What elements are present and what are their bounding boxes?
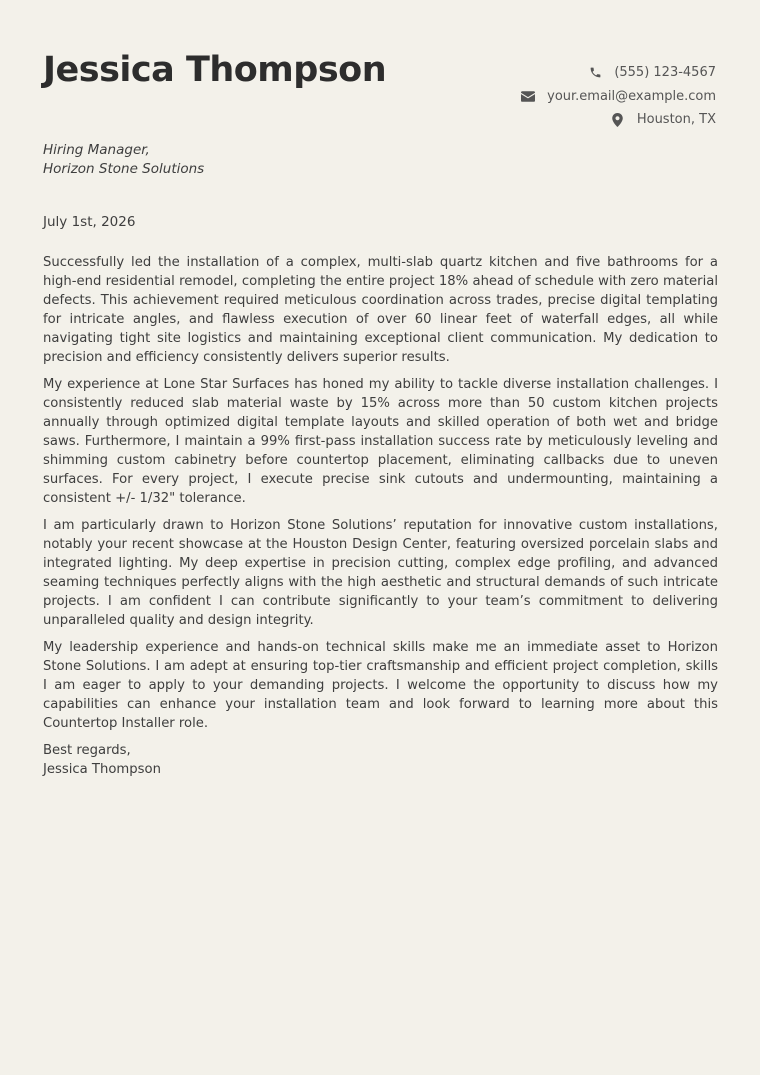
closing-signature: Jessica Thompson xyxy=(43,762,161,777)
body-paragraph: My experience at Lone Star Surfaces has honed my ability to tackle diverse installation challenges. I consistently reduced slab material waste by 15% across more than 50 custom kitchen projects annually through optimized digital template layouts and skilled operation of both wet and bridge saws. Furthermore, I maintain a 99% first-pass installation success rate by meticulously leveling and shimming custom cabinetry before countertop placement, eliminating callbacks due to uneven surfaces. For every project, I execute precise sink cutouts and undermounting, maintaining a consistent +/- 1/32" tolerance. xyxy=(43,377,718,506)
location-pin-icon xyxy=(611,113,625,127)
email-address[interactable]: your.email@example.com xyxy=(547,88,716,104)
contact-phone-row xyxy=(521,61,716,85)
contact-info xyxy=(521,61,716,132)
closing-salutation: Best regards, xyxy=(43,743,131,758)
location-text: Houston, TX xyxy=(636,112,716,128)
body-paragraph: I am particularly drawn to Horizon Stone Solutions’ reputation for innovative custom installations, notably your recent showcase at the Houston Design Center, featuring oversized porcelain slabs and integrated lighting. My deep expertise in precision cutting, complex edge profiling, and advanced seaming techniques perfectly aligns with the high aesthetic and structural demands of such intricate projects. I am confident I can contribute significantly to your team’s commitment to delivering unparalleled quality and design integrity. xyxy=(43,518,718,628)
phone-icon xyxy=(588,66,602,80)
contact-location-row xyxy=(521,108,716,132)
envelope-icon xyxy=(521,89,535,103)
phone-number[interactable]: (555) 123-4567 xyxy=(614,65,716,81)
closing-block xyxy=(43,741,718,779)
recipient-company: Horizon Stone Solutions xyxy=(43,161,205,177)
applicant-name: Jessica Thompson xyxy=(43,50,387,90)
letter-body xyxy=(43,253,718,779)
body-paragraph: Successfully led the installation of a complex, multi-slab quartz kitchen and five bathrooms for a high-end residential remodel, completing the entire project 18% ahead of schedule with zero material defects. This achievement required meticulous coordination across trades, precise digital templating for intricate angles, and flawless execution of over 60 linear feet of waterfall edges, all while navigating tight site logistics and maintaining exceptional client communication. My dedication to precision and efficiency consistently delivers superior results. xyxy=(43,255,718,365)
contact-email-row xyxy=(521,85,716,109)
letter-date: July 1st, 2026 xyxy=(43,214,136,230)
recipient-block xyxy=(43,141,204,179)
recipient-title: Hiring Manager, xyxy=(43,142,150,158)
body-paragraph: My leadership experience and hands-on technical skills make me an immediate asset to Horizon Stone Solutions. I am adept at ensuring top-tier craftsmanship and efficient project completion, skills I am eager to apply to your demanding projects. I welcome the opportunity to discuss how my capabilities can enhance your installation team and look forward to learning more about this Countertop Installer role. xyxy=(43,640,718,731)
